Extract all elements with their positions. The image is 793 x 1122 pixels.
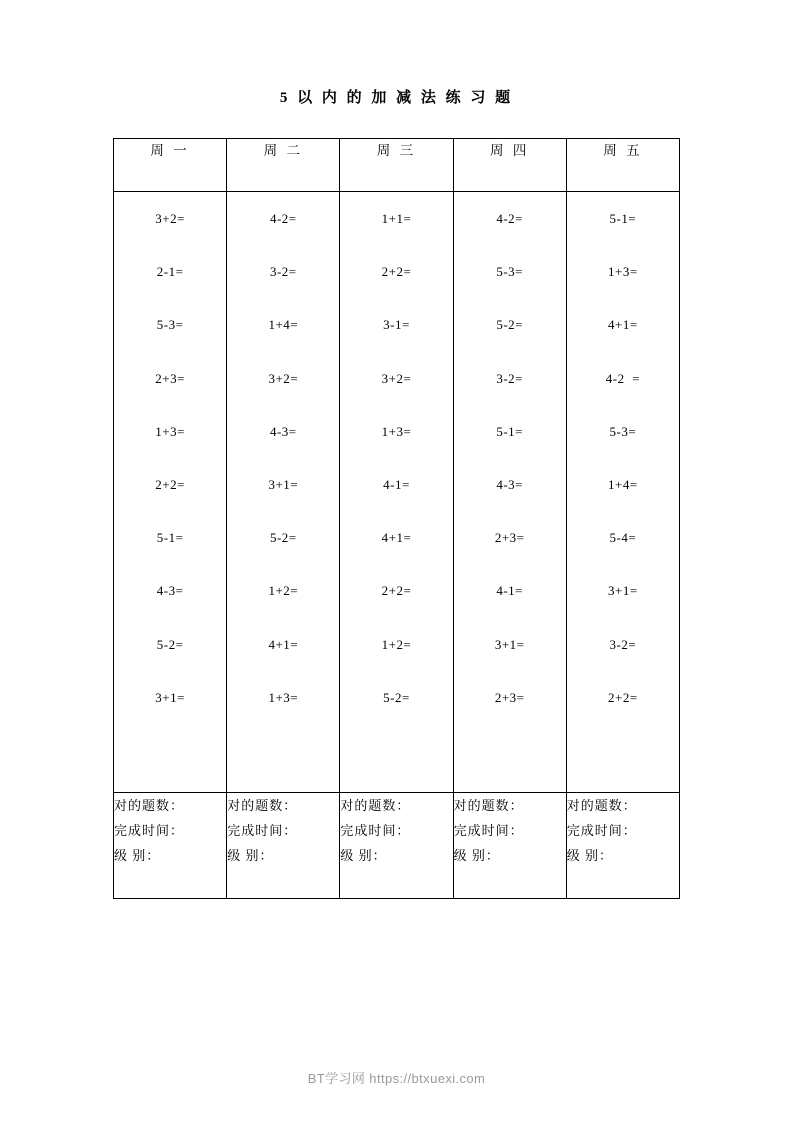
score-label-completion-time: 完成时间：: [114, 823, 185, 838]
problem-item: 3+2=: [381, 370, 412, 386]
problem-item: 5-2=: [496, 317, 523, 333]
score-label-correct-count: 对的题数：: [453, 798, 524, 813]
problem-item: 5-3=: [609, 423, 637, 439]
column-header-friday: 周 五: [566, 139, 679, 192]
score-cell-tuesday: [227, 793, 340, 899]
problems-cell-thursday: [453, 192, 566, 793]
problem-item: 3+1=: [608, 583, 638, 599]
problem-item: 4-1=: [496, 583, 523, 599]
problem-item: 1+3=: [608, 264, 638, 280]
problem-item: 5-3=: [156, 317, 184, 333]
problem-item: 3+2=: [155, 211, 185, 226]
problem-item: 4-2=: [496, 211, 523, 226]
problem-item: 3+1=: [268, 477, 299, 493]
problem-item: 2+2=: [381, 264, 412, 280]
problem-item: 2+2=: [381, 583, 412, 599]
table-header-row: [114, 139, 680, 192]
problem-item: 1+3=: [268, 689, 299, 705]
score-label-completion-time: 完成时间：: [453, 823, 524, 838]
problem-item: 5-2=: [269, 530, 297, 546]
problem-item: 4-3=: [156, 583, 184, 599]
problems-cell-tuesday: [227, 192, 340, 793]
problem-item: 4-2 =: [605, 370, 640, 386]
practice-table: [113, 138, 680, 899]
problem-item: 5-1=: [496, 423, 523, 439]
problem-item: 3-1=: [383, 317, 410, 333]
page-title: 5 以 内 的 加 减 法 练 习 题: [279, 90, 514, 106]
problem-item: 1+3=: [155, 423, 185, 439]
problem-item: 2+2=: [155, 477, 185, 493]
score-label-correct-count: 对的题数：: [566, 798, 637, 813]
score-label-correct-count: 对的题数：: [114, 798, 185, 813]
score-label-level: 级 别：: [566, 848, 614, 863]
table-footer-row: [114, 793, 680, 899]
column-header-thursday: 周 四: [453, 139, 566, 192]
score-label-completion-time: 完成时间：: [340, 823, 411, 838]
score-label-completion-time: 完成时间：: [227, 823, 298, 838]
problem-item: 5-3=: [496, 264, 523, 280]
score-label-level: 级 别：: [114, 848, 161, 863]
problem-item: 1+2=: [268, 583, 299, 599]
problem-item: 4-3=: [269, 423, 297, 439]
problem-item: 3+1=: [155, 689, 185, 705]
problem-item: 2+3=: [494, 530, 525, 546]
problem-item: 2+3=: [155, 370, 185, 386]
problem-item: 1+2=: [381, 636, 412, 652]
problem-item: 4-3=: [496, 477, 523, 493]
problem-item: 5-1=: [156, 530, 184, 546]
problem-item: 1+4=: [608, 477, 638, 493]
problem-item: 3-2=: [269, 264, 297, 280]
problem-item: 3-2=: [496, 370, 523, 386]
problem-item: 5-2=: [383, 689, 410, 705]
problem-item: 2+2=: [608, 689, 638, 705]
problem-item: 1+1=: [381, 211, 412, 226]
score-label-completion-time: 完成时间：: [566, 823, 637, 838]
problem-item: 5-2=: [156, 636, 184, 652]
problem-item: 5-4=: [609, 530, 637, 546]
problem-item: 1+4=: [268, 317, 299, 333]
problem-item: 2-1=: [156, 264, 184, 280]
score-cell-monday: [114, 793, 227, 899]
problem-item: 4+1=: [381, 530, 412, 546]
problem-item: 2+3=: [494, 689, 525, 705]
problem-item: 4-1=: [383, 477, 410, 493]
problems-cell-monday: [114, 192, 227, 793]
problem-item: 3+1=: [494, 636, 525, 652]
problem-item: 3-2=: [609, 636, 637, 652]
column-header-tuesday: 周 二: [227, 139, 340, 192]
score-cell-wednesday: [340, 793, 453, 899]
score-label-level: 级 别：: [340, 848, 387, 863]
problem-item: 5-1=: [609, 211, 637, 226]
site-watermark: BT学习网 https://btxuexi.com: [307, 1071, 486, 1086]
score-cell-thursday: [453, 793, 566, 899]
score-label-correct-count: 对的题数：: [227, 798, 298, 813]
score-label-level: 级 别：: [453, 848, 500, 863]
problems-cell-friday: [566, 192, 679, 793]
score-cell-friday: [566, 793, 679, 899]
problems-cell-wednesday: [340, 192, 453, 793]
score-label-level: 级 别：: [227, 848, 274, 863]
problem-item: 3+2=: [268, 370, 299, 386]
problem-item: 4+1=: [268, 636, 299, 652]
problem-item: 4-2=: [269, 211, 297, 226]
score-label-correct-count: 对的题数：: [340, 798, 411, 813]
problem-item: 1+3=: [381, 423, 412, 439]
column-header-wednesday: 周 三: [340, 139, 453, 192]
column-header-monday: 周 一: [114, 139, 227, 192]
problem-item: 4+1=: [608, 317, 638, 333]
table-problems-row: [114, 192, 680, 793]
